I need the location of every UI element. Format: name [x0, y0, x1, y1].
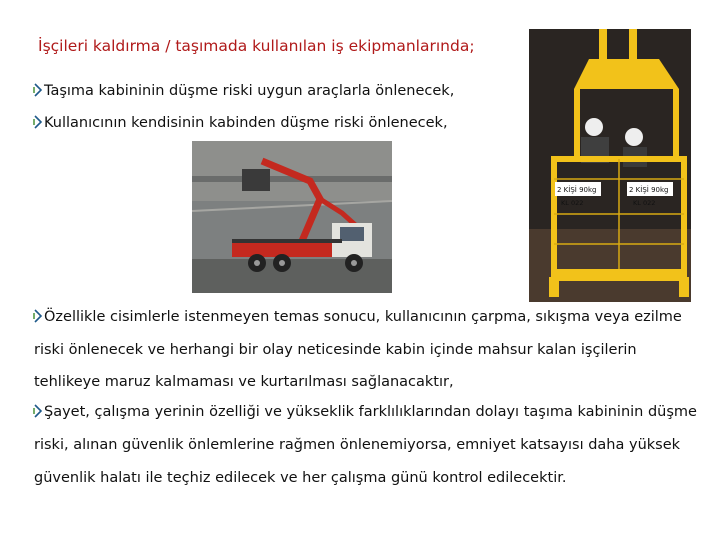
arrow-bullet-icon	[33, 309, 43, 323]
bullet-item	[33, 309, 682, 325]
bullet-text: riski önlenecek ve herhangi bir olay neticesinde kabin içinde mahsur kalan işçilerin	[34, 342, 637, 358]
slide-title: İşçileri kaldırma / taşımada kullanılan iş ekipmanlarında;	[38, 37, 475, 55]
cage-label: KL 022	[633, 199, 656, 207]
personnel-cage-photo	[529, 29, 691, 302]
cage-label: 2 KİŞİ 90kg	[629, 186, 669, 194]
arrow-bullet-icon	[33, 115, 43, 129]
bullet-text: tehlikeye maruz kalmaması ve kurtarılması sağlanacaktır,	[34, 374, 454, 390]
cage-label: 2 KİŞİ 90kg	[557, 186, 597, 194]
bullet-text: Özellikle cisimlerle istenmeyen temas sonucu, kullanıcının çarpma, sıkışma veya ezilme	[44, 309, 682, 325]
bullet-item	[33, 115, 448, 131]
bullet-text: Kullanıcının kendisinin kabinden düşme riski önlenecek,	[44, 115, 448, 131]
bullet-text: Taşıma kabininin düşme riski uygun araçlarla önlenecek,	[44, 83, 455, 99]
bullet-text: güvenlik halatı ile teçhiz edilecek ve her çalışma günü kontrol edilecektir.	[34, 470, 567, 486]
bullet-text: riski, alınan güvenlik önlemlerine rağmen önlenemiyorsa, emniyet katsayısı daha yüksek	[34, 437, 681, 453]
bullet-item	[33, 83, 454, 99]
bullet-item	[33, 404, 697, 420]
bullet-text: Şayet, çalışma yerinin özelliği ve yükseklik farklılıklarından dolayı taşıma kabininin düşme	[44, 404, 697, 420]
cage-label: KL 022	[561, 199, 584, 207]
crane-truck-photo	[192, 141, 392, 293]
arrow-bullet-icon	[33, 404, 43, 418]
arrow-bullet-icon	[33, 83, 43, 97]
